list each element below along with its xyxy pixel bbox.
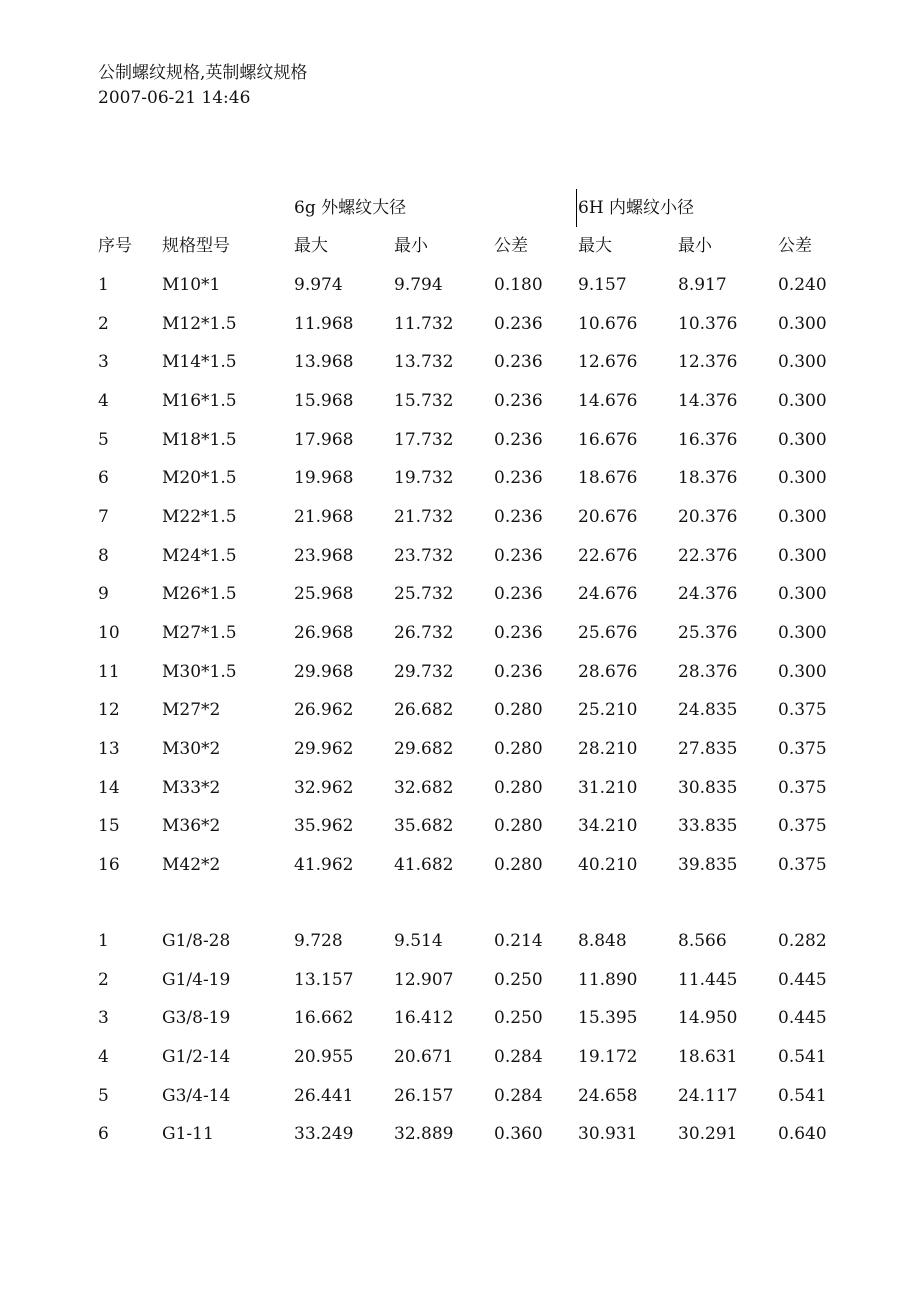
cell-inner-tolerance: 0.300 [778, 507, 827, 528]
cell-inner-max: 19.172 [578, 1047, 638, 1067]
cell-outer-min: 17.732 [394, 429, 454, 450]
cell-inner-max: 12.676 [578, 352, 638, 373]
cell-inner-min: 25.376 [678, 623, 738, 644]
cell-inner-min: 10.376 [678, 313, 738, 334]
cell-outer-max: 25.968 [294, 584, 354, 605]
cell-inner-tolerance: 0.282 [778, 931, 827, 951]
cell-spec-model: M12*1.5 [162, 313, 237, 334]
cell-spec-model: G1/8-28 [162, 931, 231, 951]
cell-index: 10 [98, 623, 120, 644]
cell-index: 13 [98, 739, 120, 760]
cell-outer-min: 9.514 [394, 931, 443, 951]
header-outer-max: 最大 [294, 236, 328, 256]
cell-spec-model: M33*2 [162, 777, 221, 798]
cell-inner-min: 28.376 [678, 661, 738, 682]
table-row [0, 660, 920, 684]
cell-inner-min: 14.950 [678, 1008, 738, 1029]
cell-outer-max: 19.968 [294, 468, 354, 489]
cell-outer-tolerance: 0.236 [494, 661, 543, 682]
cell-inner-max: 24.658 [578, 1085, 638, 1106]
table-row [0, 350, 920, 374]
cell-inner-max: 11.890 [578, 969, 638, 990]
cell-inner-max: 28.210 [578, 739, 638, 760]
cell-spec-model: M36*2 [162, 816, 221, 837]
cell-inner-min: 33.835 [678, 816, 738, 837]
table-row [0, 273, 920, 297]
cell-spec-model: M27*1.5 [162, 623, 237, 644]
cell-outer-tolerance: 0.284 [494, 1047, 543, 1067]
cell-inner-min: 18.376 [678, 468, 738, 489]
text-cursor [576, 189, 577, 227]
cell-outer-tolerance: 0.280 [494, 700, 543, 721]
document-date: 2007-06-21 14:46 [98, 88, 251, 108]
cell-inner-tolerance: 0.445 [778, 1008, 827, 1029]
cell-outer-max: 15.968 [294, 391, 354, 411]
cell-index: 2 [98, 313, 109, 334]
cell-outer-max: 17.968 [294, 429, 354, 450]
cell-spec-model: M26*1.5 [162, 584, 237, 605]
table-row [0, 582, 920, 606]
cell-outer-tolerance: 0.280 [494, 777, 543, 798]
inner-thread-minor-diameter-header: 6H 内螺纹小径 [578, 198, 695, 218]
cell-index: 3 [98, 1008, 109, 1029]
table-row [0, 428, 920, 452]
cell-spec-model: G1/4-19 [162, 969, 231, 990]
cell-outer-max: 26.441 [294, 1085, 354, 1106]
cell-outer-tolerance: 0.236 [494, 313, 543, 334]
table-header-row [0, 234, 920, 258]
cell-outer-min: 15.732 [394, 391, 454, 411]
cell-inner-max: 30.931 [578, 1124, 638, 1145]
cell-inner-min: 8.917 [678, 275, 727, 295]
cell-outer-max: 9.728 [294, 931, 343, 951]
table-row [0, 853, 920, 877]
outer-thread-major-diameter-header: 6g 外螺纹大径 [294, 198, 407, 218]
cell-inner-max: 8.848 [578, 931, 627, 951]
table-row [0, 466, 920, 490]
cell-inner-tolerance: 0.375 [778, 855, 827, 876]
cell-inner-min: 24.117 [678, 1085, 738, 1106]
cell-outer-min: 16.412 [394, 1008, 454, 1029]
cell-inner-tolerance: 0.375 [778, 816, 827, 837]
cell-spec-model: M30*2 [162, 739, 221, 760]
cell-inner-max: 18.676 [578, 468, 638, 489]
table-row [0, 389, 920, 413]
cell-outer-max: 29.968 [294, 661, 354, 682]
cell-outer-min: 26.682 [394, 700, 454, 721]
cell-inner-max: 34.210 [578, 816, 638, 837]
cell-inner-max: 16.676 [578, 429, 638, 450]
cell-outer-tolerance: 0.280 [494, 816, 543, 837]
header-outer-min: 最小 [394, 236, 428, 256]
cell-inner-max: 15.395 [578, 1008, 638, 1029]
cell-outer-min: 25.732 [394, 584, 454, 605]
cell-outer-max: 33.249 [294, 1124, 354, 1145]
cell-outer-tolerance: 0.236 [494, 545, 543, 566]
cell-outer-max: 29.962 [294, 739, 354, 760]
table-row [0, 968, 920, 992]
cell-outer-tolerance: 0.180 [494, 275, 543, 295]
cell-outer-max: 13.968 [294, 352, 354, 373]
cell-index: 9 [98, 584, 109, 605]
cell-outer-min: 11.732 [394, 313, 454, 334]
cell-inner-min: 39.835 [678, 855, 738, 876]
cell-spec-model: M42*2 [162, 855, 221, 876]
table-row [0, 698, 920, 722]
cell-index: 5 [98, 429, 109, 450]
table-row [0, 1084, 920, 1108]
cell-outer-tolerance: 0.236 [494, 468, 543, 489]
cell-inner-tolerance: 0.375 [778, 739, 827, 760]
cell-inner-min: 14.376 [678, 391, 738, 411]
header-inner-tolerance: 公差 [778, 236, 812, 256]
cell-index: 5 [98, 1085, 109, 1106]
cell-outer-min: 23.732 [394, 545, 454, 566]
header-spec-model: 规格型号 [162, 236, 230, 256]
cell-outer-tolerance: 0.284 [494, 1085, 543, 1106]
cell-outer-tolerance: 0.250 [494, 1008, 543, 1029]
cell-spec-model: M30*1.5 [162, 661, 237, 682]
cell-inner-max: 24.676 [578, 584, 638, 605]
cell-outer-max: 26.962 [294, 700, 354, 721]
cell-inner-min: 24.376 [678, 584, 738, 605]
cell-outer-tolerance: 0.236 [494, 391, 543, 411]
cell-index: 8 [98, 545, 109, 566]
cell-inner-min: 20.376 [678, 507, 738, 528]
cell-spec-model: G3/8-19 [162, 1008, 231, 1029]
cell-index: 3 [98, 352, 109, 373]
cell-inner-min: 18.631 [678, 1047, 738, 1067]
cell-index: 15 [98, 816, 120, 837]
cell-inner-tolerance: 0.375 [778, 700, 827, 721]
cell-inner-tolerance: 0.300 [778, 468, 827, 489]
cell-inner-min: 11.445 [678, 969, 738, 990]
cell-inner-tolerance: 0.300 [778, 391, 827, 411]
cell-spec-model: M27*2 [162, 700, 221, 721]
cell-inner-tolerance: 0.300 [778, 313, 827, 334]
cell-index: 1 [98, 931, 109, 951]
cell-outer-max: 26.968 [294, 623, 354, 644]
cell-outer-min: 26.157 [394, 1085, 454, 1106]
cell-inner-tolerance: 0.640 [778, 1124, 827, 1145]
cell-outer-min: 32.682 [394, 777, 454, 798]
cell-inner-min: 8.566 [678, 931, 727, 951]
table-row [0, 1006, 920, 1030]
cell-spec-model: M16*1.5 [162, 391, 237, 411]
cell-outer-min: 32.889 [394, 1124, 454, 1145]
cell-inner-min: 24.835 [678, 700, 738, 721]
cell-inner-max: 25.676 [578, 623, 638, 644]
cell-spec-model: M20*1.5 [162, 468, 237, 489]
cell-spec-model: M14*1.5 [162, 352, 237, 373]
cell-spec-model: G1/2-14 [162, 1047, 231, 1067]
header-inner-min: 最小 [678, 236, 712, 256]
cell-inner-max: 40.210 [578, 855, 638, 876]
cell-outer-tolerance: 0.236 [494, 507, 543, 528]
cell-index: 16 [98, 855, 120, 876]
table-row [0, 312, 920, 336]
cell-inner-tolerance: 0.300 [778, 545, 827, 566]
header-inner-max: 最大 [578, 236, 612, 256]
cell-index: 4 [98, 391, 109, 411]
cell-inner-tolerance: 0.445 [778, 969, 827, 990]
cell-inner-tolerance: 0.300 [778, 352, 827, 373]
cell-outer-max: 23.968 [294, 545, 354, 566]
cell-inner-max: 20.676 [578, 507, 638, 528]
table-row [0, 544, 920, 568]
table-row [0, 814, 920, 838]
cell-inner-tolerance: 0.541 [778, 1047, 827, 1067]
cell-index: 1 [98, 275, 109, 295]
cell-index: 14 [98, 777, 120, 798]
cell-index: 6 [98, 468, 109, 489]
cell-outer-max: 35.962 [294, 816, 354, 837]
cell-spec-model: M18*1.5 [162, 429, 237, 450]
cell-outer-max: 11.968 [294, 313, 354, 334]
cell-outer-max: 32.962 [294, 777, 354, 798]
cell-inner-max: 9.157 [578, 275, 627, 295]
cell-index: 4 [98, 1047, 109, 1067]
cell-outer-min: 41.682 [394, 855, 454, 876]
cell-outer-max: 16.662 [294, 1008, 354, 1029]
table-row [0, 1122, 920, 1146]
cell-outer-tolerance: 0.214 [494, 931, 543, 951]
cell-inner-tolerance: 0.300 [778, 429, 827, 450]
cell-outer-max: 21.968 [294, 507, 354, 528]
cell-outer-min: 13.732 [394, 352, 454, 373]
cell-outer-max: 13.157 [294, 969, 354, 990]
cell-outer-min: 12.907 [394, 969, 454, 990]
table-row [0, 737, 920, 761]
cell-outer-min: 9.794 [394, 275, 443, 295]
cell-outer-min: 20.671 [394, 1047, 454, 1067]
cell-outer-min: 21.732 [394, 507, 454, 528]
cell-spec-model: M10*1 [162, 275, 221, 295]
cell-inner-tolerance: 0.300 [778, 661, 827, 682]
cell-outer-tolerance: 0.236 [494, 584, 543, 605]
cell-index: 12 [98, 700, 120, 721]
document-title: 公制螺纹规格,英制螺纹规格 [98, 63, 308, 83]
table-row [0, 776, 920, 800]
cell-inner-min: 30.835 [678, 777, 738, 798]
cell-outer-max: 20.955 [294, 1047, 354, 1067]
table-row [0, 621, 920, 645]
cell-inner-max: 25.210 [578, 700, 638, 721]
cell-index: 7 [98, 507, 109, 528]
cell-outer-min: 29.732 [394, 661, 454, 682]
cell-inner-min: 27.835 [678, 739, 738, 760]
cell-outer-tolerance: 0.280 [494, 739, 543, 760]
cell-inner-tolerance: 0.240 [778, 275, 827, 295]
cell-index: 2 [98, 969, 109, 990]
cell-outer-min: 26.732 [394, 623, 454, 644]
cell-outer-max: 9.974 [294, 275, 343, 295]
cell-outer-min: 35.682 [394, 816, 454, 837]
cell-inner-max: 28.676 [578, 661, 638, 682]
table-row [0, 1045, 920, 1069]
header-index: 序号 [98, 236, 132, 256]
cell-outer-tolerance: 0.250 [494, 969, 543, 990]
cell-inner-max: 31.210 [578, 777, 638, 798]
cell-inner-tolerance: 0.300 [778, 584, 827, 605]
cell-inner-max: 22.676 [578, 545, 638, 566]
cell-spec-model: M22*1.5 [162, 507, 237, 528]
cell-spec-model: G1-11 [162, 1124, 214, 1145]
cell-outer-max: 41.962 [294, 855, 354, 876]
cell-inner-max: 10.676 [578, 313, 638, 334]
cell-outer-min: 19.732 [394, 468, 454, 489]
cell-outer-tolerance: 0.236 [494, 623, 543, 644]
cell-inner-min: 12.376 [678, 352, 738, 373]
cell-inner-max: 14.676 [578, 391, 638, 411]
cell-inner-min: 16.376 [678, 429, 738, 450]
cell-inner-tolerance: 0.541 [778, 1085, 827, 1106]
cell-inner-min: 30.291 [678, 1124, 738, 1145]
cell-outer-tolerance: 0.236 [494, 352, 543, 373]
cell-inner-min: 22.376 [678, 545, 738, 566]
cell-outer-tolerance: 0.280 [494, 855, 543, 876]
cell-outer-tolerance: 0.360 [494, 1124, 543, 1145]
cell-spec-model: G3/4-14 [162, 1085, 231, 1106]
cell-outer-tolerance: 0.236 [494, 429, 543, 450]
table-row [0, 505, 920, 529]
cell-index: 11 [98, 661, 120, 682]
cell-inner-tolerance: 0.300 [778, 623, 827, 644]
header-outer-tolerance: 公差 [494, 236, 528, 256]
cell-outer-min: 29.682 [394, 739, 454, 760]
table-row [0, 929, 920, 953]
cell-inner-tolerance: 0.375 [778, 777, 827, 798]
cell-index: 6 [98, 1124, 109, 1145]
cell-spec-model: M24*1.5 [162, 545, 237, 566]
